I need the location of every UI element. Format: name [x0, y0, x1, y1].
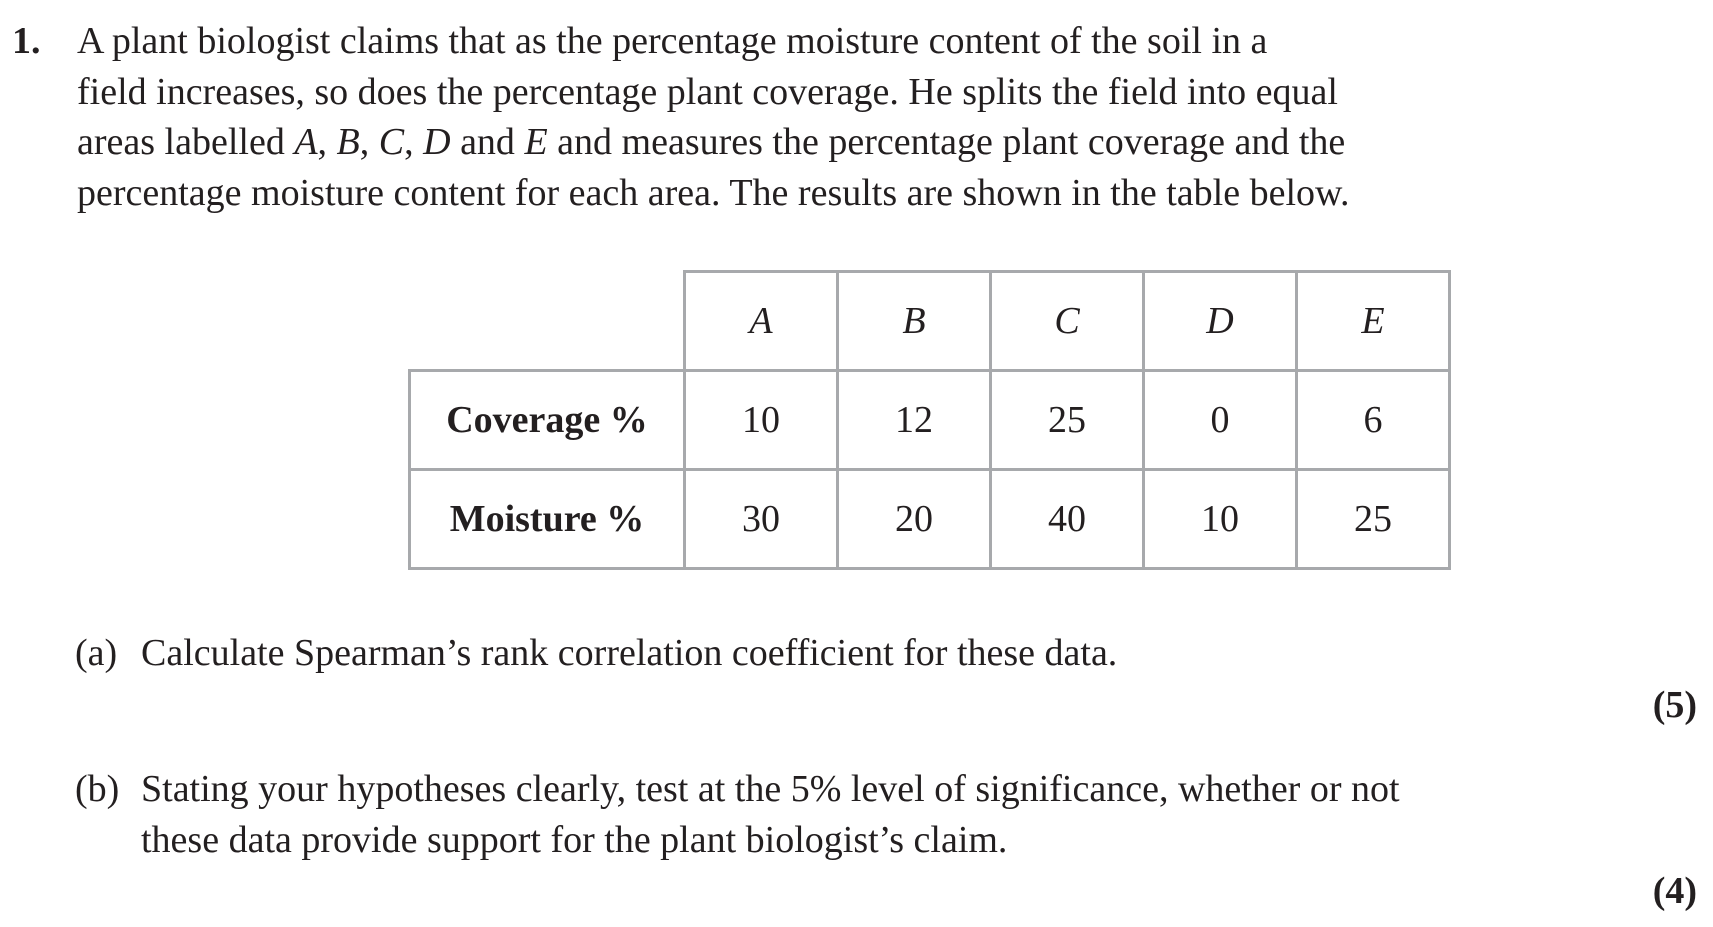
part-a-marks: (5): [1652, 684, 1697, 726]
column-header-b: [838, 272, 991, 371]
table-cell: 10: [1144, 470, 1297, 569]
table-corner-cell: [410, 272, 685, 371]
table-cell: 0: [1144, 371, 1297, 470]
column-header-e: [1297, 272, 1450, 371]
column-header-c: [991, 272, 1144, 371]
stem-line-1: A plant biologist claims that as the percentage moisture content of the soil in a: [77, 20, 1268, 62]
column-header-d: [1144, 272, 1297, 371]
part-b-label: (b): [75, 768, 120, 810]
table-header-row: [410, 272, 1450, 371]
results-table: [408, 270, 1451, 570]
table-cell: 20: [838, 470, 991, 569]
row-label-coverage: Coverage %: [410, 371, 685, 470]
table-row-moisture: [410, 470, 1450, 569]
row-label-moisture: Moisture %: [410, 470, 685, 569]
part-a-text: Calculate Spearman’s rank correlation coefficient for these data.: [141, 632, 1118, 674]
column-header-d-text: D: [1206, 300, 1234, 342]
column-header-c-text: C: [1054, 300, 1080, 342]
table-cell: 30: [685, 470, 838, 569]
column-header-e-text: E: [1361, 300, 1385, 342]
part-b-text-line-1: Stating your hypotheses clearly, test at the 5% level of significance, whether or not: [141, 768, 1400, 810]
stem-line-3-end: and measures the percentage plant coverage and the: [547, 121, 1346, 163]
part-b-text-line-2: these data provide support for the plant biologist’s claim.: [141, 818, 1008, 861]
stem-line-4: percentage moisture content for each area. The results are shown in the table below.: [77, 171, 1350, 214]
area-label-e: E: [524, 121, 548, 163]
column-header-a: [685, 272, 838, 371]
column-header-a-text: A: [749, 300, 773, 342]
area-label-a: A: [294, 121, 318, 163]
table-cell: 25: [1297, 470, 1450, 569]
part-b-marks: (4): [1652, 870, 1697, 912]
area-label-c: C: [378, 121, 405, 163]
part-a-label: (a): [75, 632, 118, 674]
part-b: [75, 764, 1400, 865]
question-stem: [77, 16, 1657, 218]
stem-and-word: and: [460, 121, 515, 163]
table-cell: 12: [838, 371, 991, 470]
table-cell: 10: [685, 371, 838, 470]
area-label-d: D: [423, 121, 451, 163]
area-label-b: B: [336, 121, 360, 163]
table-cell: 6: [1297, 371, 1450, 470]
table-cell: 25: [991, 371, 1144, 470]
part-a: [75, 628, 1117, 679]
column-header-b-text: B: [902, 300, 926, 342]
table-cell: 40: [991, 470, 1144, 569]
table-row-coverage: [410, 371, 1450, 470]
question-number: 1.: [12, 20, 41, 62]
stem-line-3: areas labelled A, B, C, D and E and measures the percentage plant coverage and the: [77, 121, 1346, 163]
stem-line-3-start: areas labelled: [77, 121, 295, 163]
stem-line-2: field increases, so does the percentage plant coverage. He splits the field into equal: [77, 70, 1338, 113]
